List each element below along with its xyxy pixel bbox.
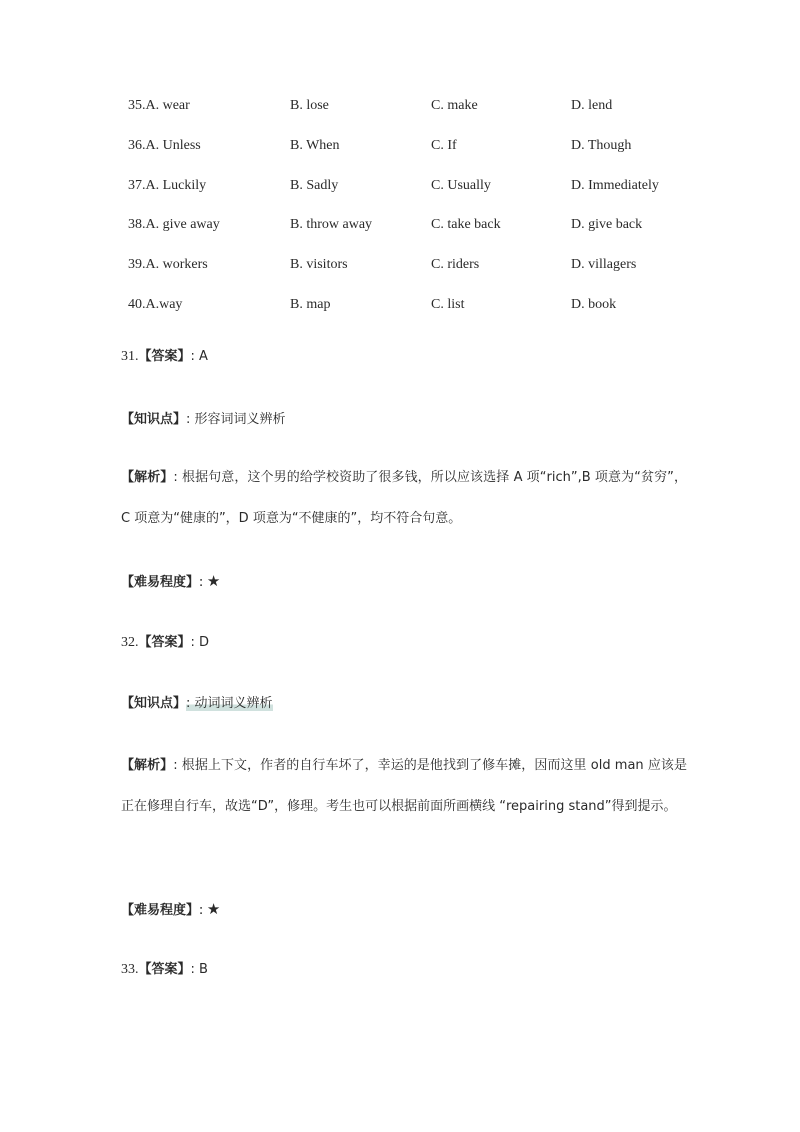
option-d: D. lend xyxy=(571,98,613,113)
q33-answer-label: 【答案】 xyxy=(138,962,191,977)
q31-answer-label: 【答案】 xyxy=(138,349,191,364)
q32-answer-label: 【答案】 xyxy=(138,635,191,650)
option-b: B. map xyxy=(290,296,331,312)
option-a: 36.A. Unless xyxy=(128,137,201,153)
option-a: 40.A.way xyxy=(128,296,183,312)
option-c: C. take back xyxy=(431,217,501,233)
option-a: 39.A. workers xyxy=(128,257,208,273)
q32-analysis-text: : 根据上下文，作者的自行车坏了，幸运的是他找到了修车摊，因而这里 old man 应该是正在修理自行车，故选“D”，修理。考生也可以根据前面所画横线 “repairing stand”得到提示。 xyxy=(121,758,687,814)
q31-analysis-label: 【解析】 xyxy=(121,470,174,485)
option-c: C. make xyxy=(431,98,478,113)
option-d: D. Though xyxy=(571,137,632,153)
q33-answer xyxy=(121,960,687,980)
q31-difficulty-label: 【难易程度】 xyxy=(121,575,200,590)
q32-analysis xyxy=(121,745,687,827)
q32-difficulty-label: 【难易程度】 xyxy=(121,903,200,918)
option-c: C. riders xyxy=(431,257,480,273)
option-a: 37.A. Luckily xyxy=(128,177,207,193)
option-a: 35.A. wear xyxy=(128,98,190,113)
option-d: D. give back xyxy=(571,217,643,233)
option-b: B. Sadly xyxy=(290,177,339,193)
q31-knowledge-value: : 形容词词义辨析 xyxy=(186,412,286,427)
option-c: C. list xyxy=(431,296,465,312)
q32-answer xyxy=(121,633,687,653)
q32-answer-value: : D xyxy=(190,635,210,650)
option-b: B. lose xyxy=(290,98,329,113)
option-b: B. throw away xyxy=(290,217,373,233)
q33-answer-value: : B xyxy=(190,962,208,977)
q32-difficulty xyxy=(121,900,687,921)
q33-number: 33. xyxy=(121,962,139,977)
option-b: B. When xyxy=(290,137,340,153)
q31-answer xyxy=(121,347,687,367)
option-c: C. If xyxy=(431,137,457,153)
option-a: 38.A. give away xyxy=(128,217,220,233)
q31-analysis-text: : 根据句意，这个男的给学校资助了很多钱，所以应该选择 A 项“rich”,B 项意为“贫穷”，C 项意为“健康的”，D 项意为“不健康的”，均不符合句意。 xyxy=(121,470,687,526)
q32-knowledge-value: : 动词词义辨析 xyxy=(186,696,273,711)
q32-difficulty-value: : ★ xyxy=(199,902,221,918)
option-d: D. Immediately xyxy=(571,177,659,193)
q31-difficulty-value: : ★ xyxy=(199,574,221,590)
option-c: C. Usually xyxy=(431,177,491,193)
q31-knowledge-label: 【知识点】 xyxy=(121,412,187,427)
option-b: B. visitors xyxy=(290,257,348,273)
q32-analysis-label: 【解析】 xyxy=(121,758,174,773)
option-d: D. villagers xyxy=(571,257,637,273)
q31-knowledge xyxy=(121,410,687,430)
q32-knowledge xyxy=(121,694,687,714)
q31-answer-value: : A xyxy=(190,349,208,364)
q31-number: 31. xyxy=(121,349,139,364)
q31-difficulty xyxy=(121,572,687,593)
q31-analysis xyxy=(121,457,687,539)
option-d: D. book xyxy=(571,296,617,312)
q32-number: 32. xyxy=(121,635,139,650)
q32-knowledge-label: 【知识点】 xyxy=(121,696,187,711)
